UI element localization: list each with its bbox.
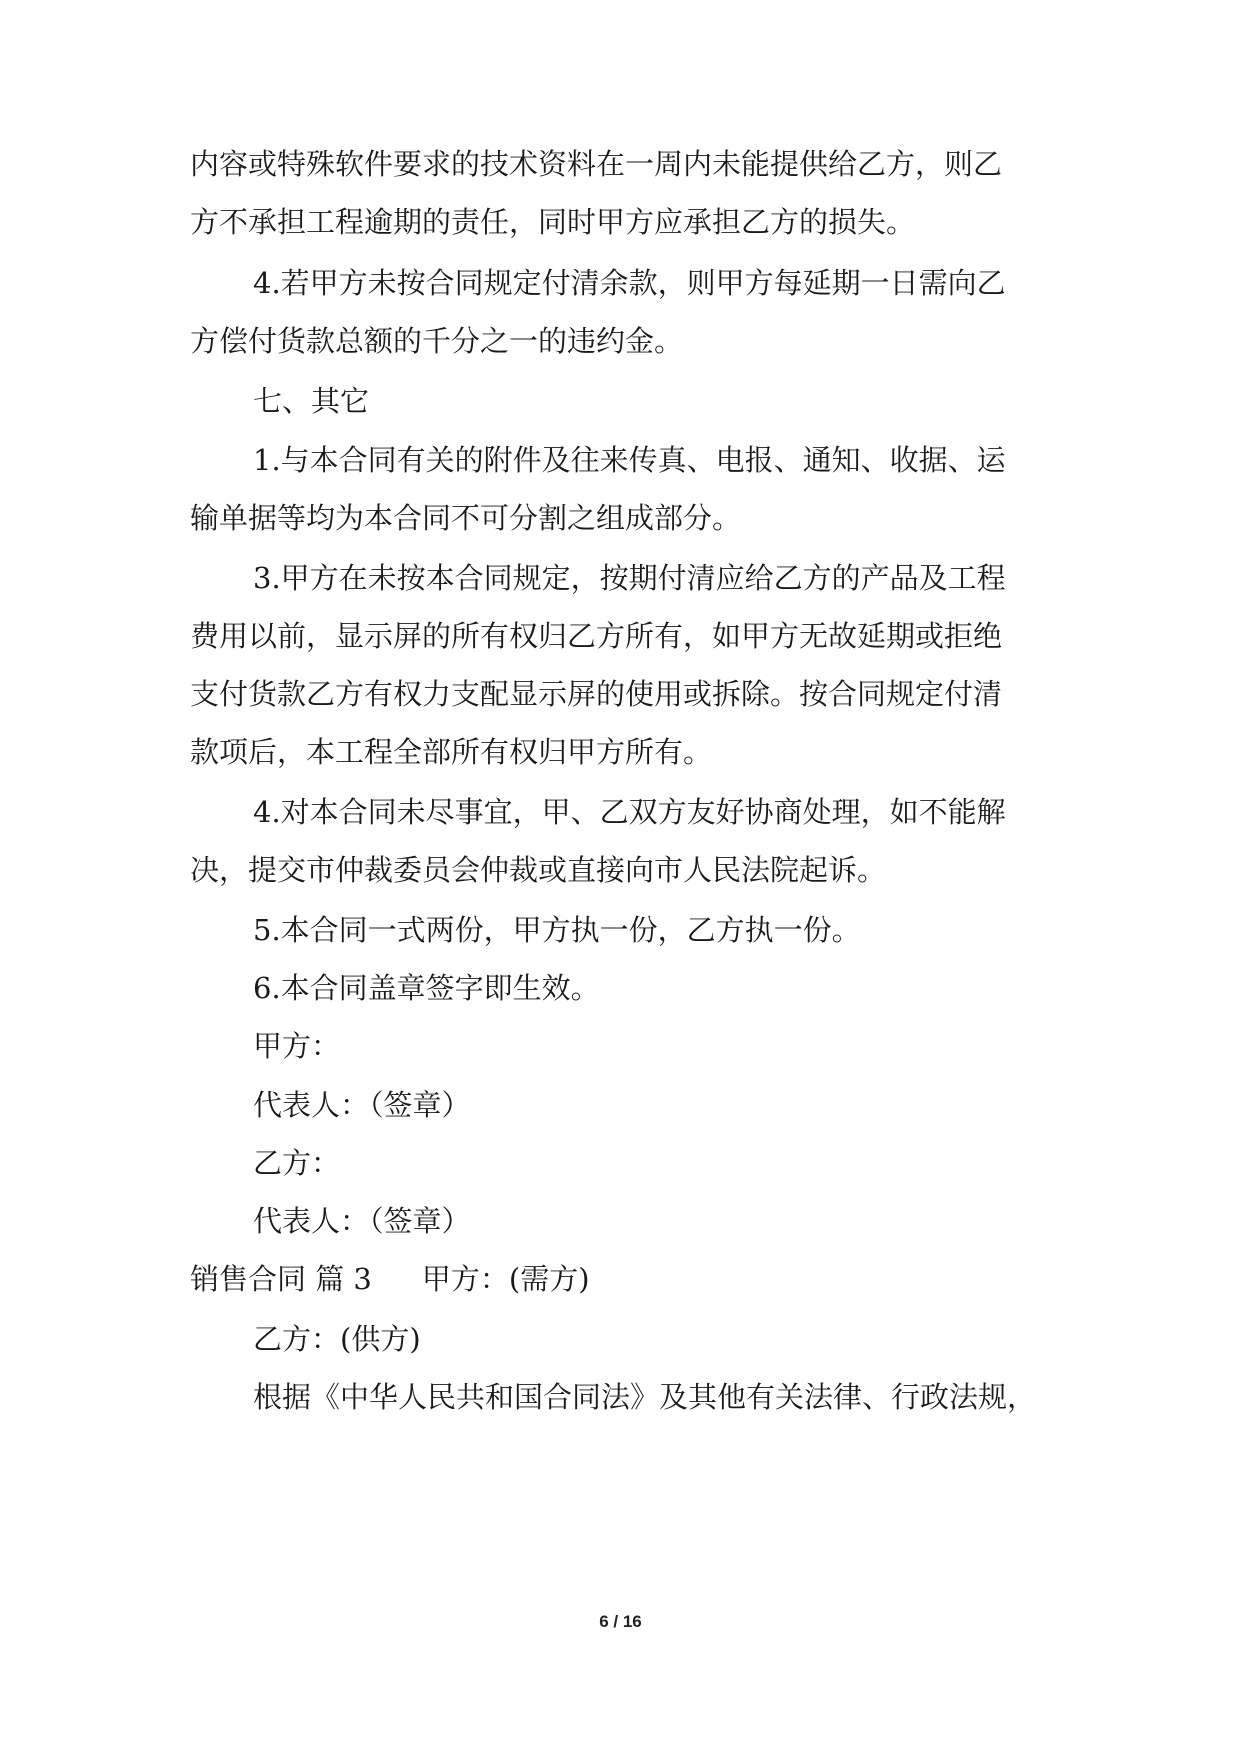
paragraph-line: 决，提交市仲裁委员会仲裁或直接向市人民法院起诉。 [190,853,887,887]
paragraph-line: 5.本合同一式两份，甲方执一份，乙方执一份。 [253,913,861,947]
party-a-representative: 代表人：（签章） [253,1088,471,1122]
paragraph-line: 输单据等均为本合同不可分割之组成部分。 [190,501,742,535]
section-title-line [190,1246,1050,1312]
section-heading: 七、其它 [253,384,370,418]
paragraph-line: 6.本合同盖章签字即生效。 [253,971,600,1005]
paragraph-line: 4.若甲方未按合同规定付清余款，则甲方每延期一日需向乙 [253,266,1006,300]
paragraph-line: 内容或特殊软件要求的技术资料在一周内未能提供给乙方，则乙 [190,147,1003,181]
paragraph-line: 方不承担工程逾期的责任，同时甲方应承担乙方的损失。 [190,205,916,239]
paragraph-line: 3.甲方在未按本合同规定，按期付清应给乙方的产品及工程 [253,561,1006,595]
party-a-label: 甲方： [253,1029,341,1063]
paragraph-line: 支付货款乙方有权力支配显示屏的使用或拆除。按合同规定付清 [190,677,1003,711]
page-number: 6 / 16 [599,1612,642,1631]
paragraph-line: 款项后，本工程全部所有权归甲方所有。 [190,735,713,769]
section-title: 销售合同 篇 3 [190,1262,372,1296]
party-b-representative: 代表人：（签章） [253,1204,471,1238]
paragraph-line: 4.对本合同未尽事宜，甲、乙双方友好协商处理，如不能解 [253,795,1006,829]
paragraph-line: 根据《中华人民共和国合同法》及其他有关法律、行政法规， [253,1380,1037,1414]
paragraph-line: 费用以前，显示屏的所有权归乙方所有，如甲方无故延期或拒绝 [190,619,1003,653]
section-party-a: 甲方：(需方) [421,1262,590,1296]
paragraph-line: 1.与本合同有关的附件及往来传真、电报、通知、收据、运 [253,443,1006,477]
paragraph-line: 方偿付货款总额的千分之一的违约金。 [190,324,684,358]
section-party-b: 乙方：(供方) [253,1322,421,1356]
party-b-label: 乙方： [253,1146,341,1180]
